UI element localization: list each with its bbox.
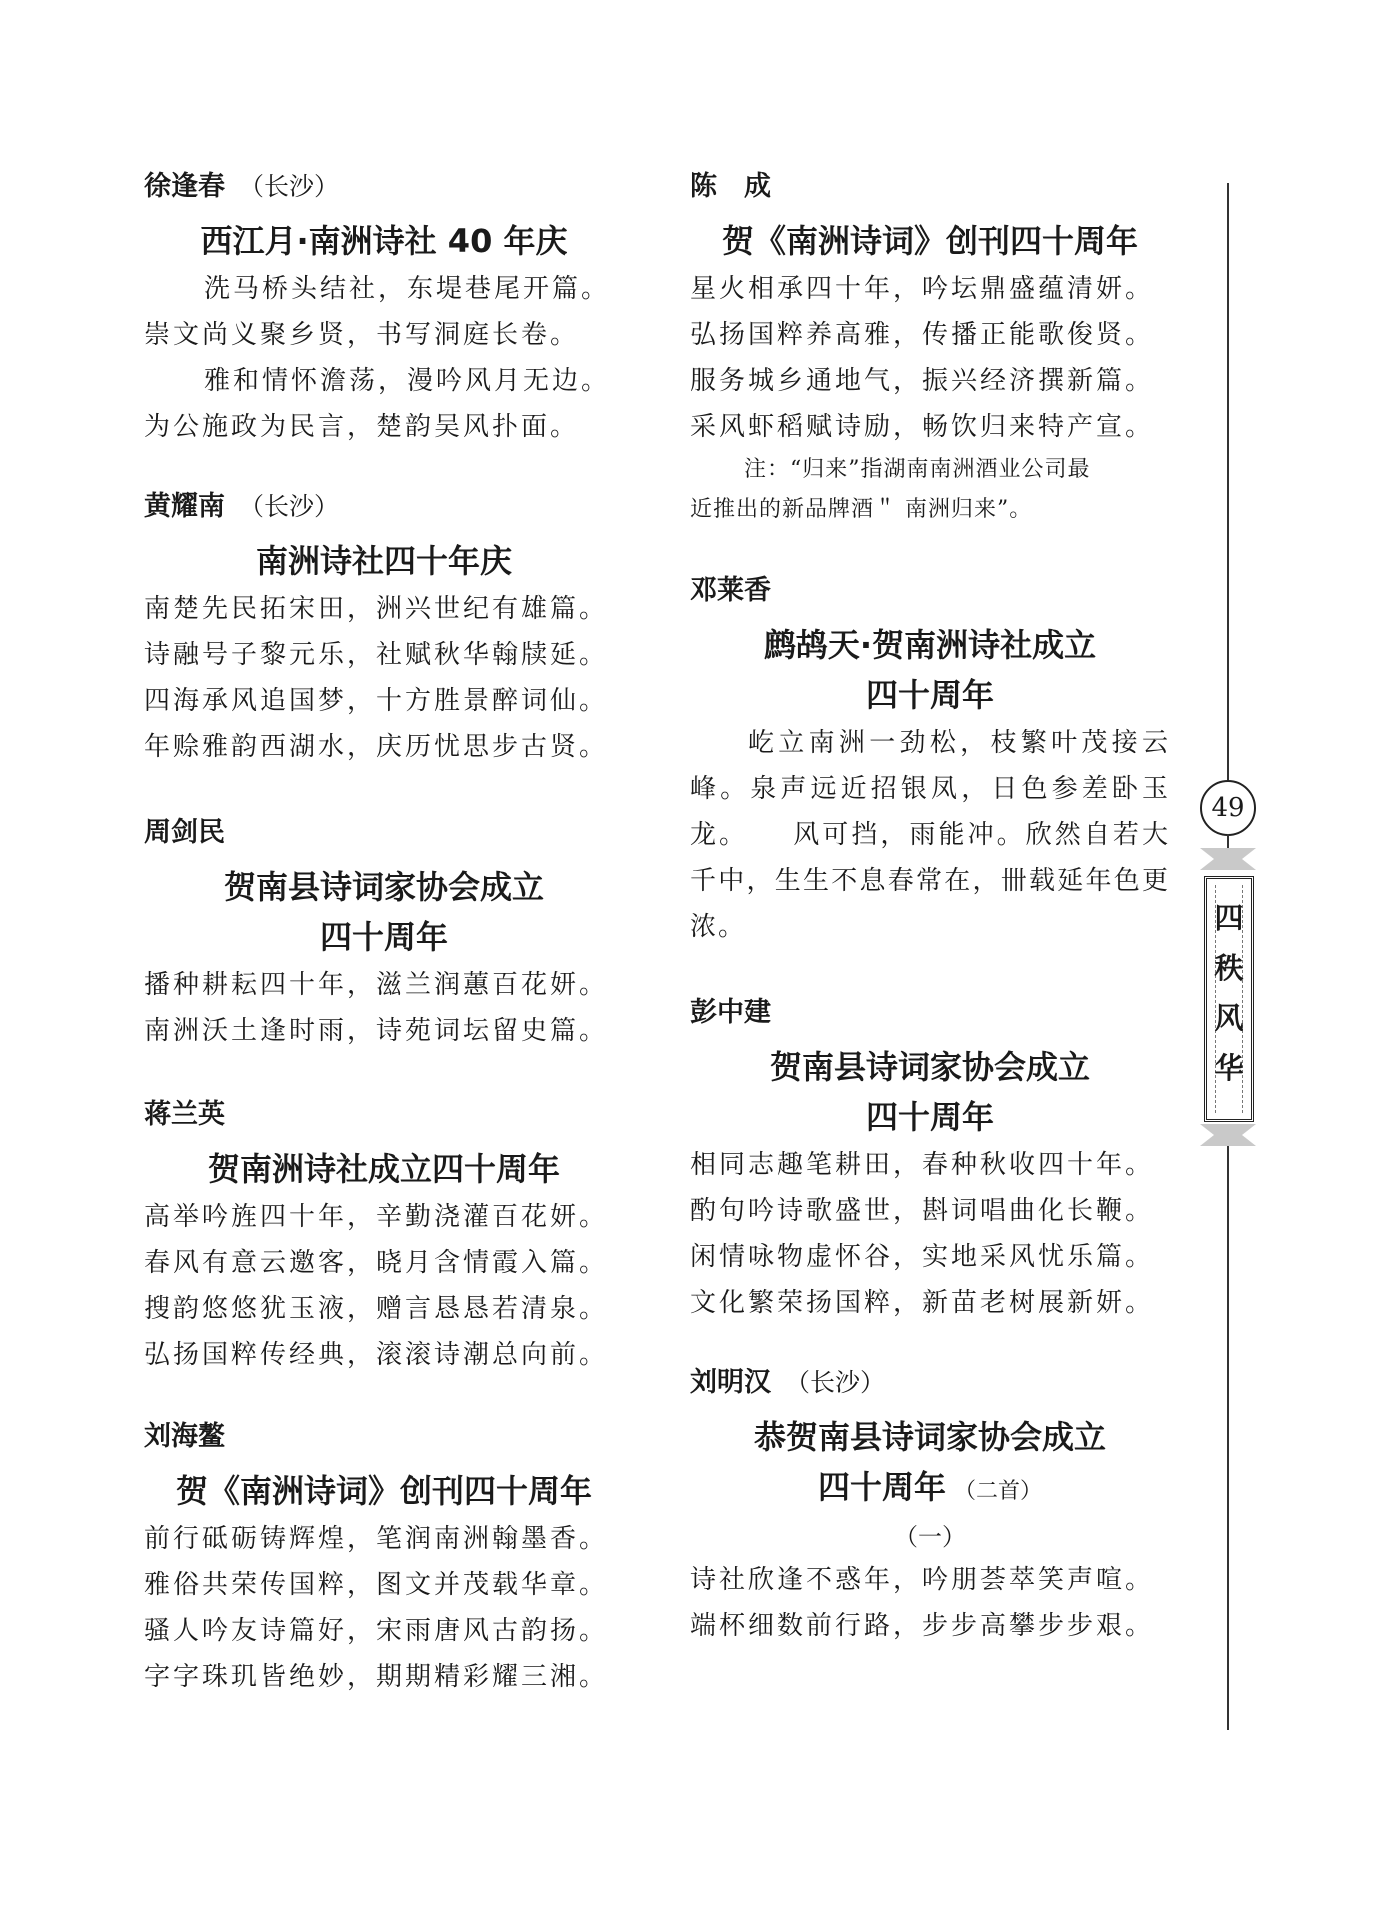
poem-line: 南楚先民拓宋田，洲兴世纪有雄篇。 (144, 594, 609, 624)
poem-title: 鹧鸪天·贺南洲诗社成立 (763, 626, 1097, 664)
poem-block (690, 574, 1170, 950)
poem-title: 恭贺南县诗词家协会成立 (753, 1418, 1106, 1456)
poem-author: 邓莱香 (690, 575, 771, 606)
poem-line: 服务城乡通地气，振兴经济撰新篇。 (690, 366, 1155, 396)
title-suffix: （二首） (954, 1479, 1043, 1504)
right-column (690, 170, 1170, 1687)
badge-frame (1204, 876, 1254, 1122)
poem-paragraph: 屹立南洲一劲松，枝繁叶茂接云峰。泉声远近招银凤，日色参差卧玉龙。 风可挡，雨能冲。欣然自若大千中，生生不息春常在，卌载延年色更浓。 (690, 728, 1170, 942)
poem-line: 雅俗共荣传国粹，图文并茂载华章。 (144, 1570, 609, 1600)
poem-line: 骚人吟友诗篇好，宋雨唐风古韵扬。 (144, 1616, 609, 1646)
poem-line: 高举吟旌四十年，辛勤浇灌百花妍。 (144, 1202, 609, 1232)
poem-line: 字字珠玑皆绝妙，期期精彩耀三湘。 (144, 1662, 609, 1692)
poem-line: 星火相承四十年，吟坛鼎盛蕴清妍。 (690, 274, 1155, 304)
poem-subnumber: （一） (894, 1523, 966, 1551)
poem-title: 南洲诗社四十年庆 (255, 542, 512, 580)
poem-author: 周剑民 (144, 817, 225, 848)
poem-block (144, 490, 624, 770)
poem-author: 蒋兰英 (144, 1099, 225, 1130)
side-rule-top (1227, 183, 1229, 780)
poem-line: 闲情咏物虚怀谷，实地采风忧乐篇。 (690, 1242, 1155, 1272)
poem-title: 贺《南洲诗词》创刊四十周年 (175, 1472, 592, 1510)
poem-line: 四海承风追国梦，十方胜景醉词仙。 (144, 686, 609, 716)
poem-author: 徐逢春 （长沙） (144, 171, 340, 202)
author-location: （长沙） (785, 1368, 886, 1397)
poem-title-line2: 四十周年 (319, 918, 448, 956)
side-rule-mid (1227, 834, 1229, 848)
badge-band-top (1200, 848, 1256, 870)
poem-block (144, 816, 624, 1054)
badge-band-bottom (1200, 1124, 1256, 1146)
poem-author: 彭中建 (690, 997, 771, 1028)
poem-line: 弘扬国粹养高雅，传播正能歌俊贤。 (690, 320, 1155, 350)
poem-line: 崇文尚义聚乡贤，书写洞庭长卷。 (144, 320, 580, 350)
poem-line: 诗社欣逢不惑年，吟朋荟萃笑声喧。 (690, 1565, 1155, 1595)
poem-line: 洗马桥头结社，东堤巷尾开篇。 (204, 274, 611, 304)
poem-block (690, 1366, 1170, 1649)
poem-title: 西江月·南洲诗社 40 年庆 (200, 222, 568, 260)
poem-line: 播种耕耘四十年，滋兰润蕙百花妍。 (144, 970, 609, 1000)
poem-author: 刘明汉 （长沙） (690, 1367, 886, 1398)
poem-block (690, 170, 1170, 530)
poem-title: 贺南县诗词家协会成立 (769, 1048, 1090, 1086)
poem-line: 前行砥砺铸辉煌，笔润南洲翰墨香。 (144, 1524, 609, 1554)
author-location: （长沙） (239, 172, 340, 201)
poem-title: 贺《南洲诗词》创刊四十周年 (721, 222, 1138, 260)
poem-block (690, 996, 1170, 1326)
side-rule-bottom (1227, 1146, 1229, 1730)
poem-line: 相同志趣笔耕田，春种秋收四十年。 (690, 1150, 1155, 1180)
page-number: 49 (1200, 780, 1256, 836)
poem-line: 为公施政为民言，楚韵吴风扑面。 (144, 412, 580, 442)
poem-line: 南洲沃土逢时雨，诗苑词坛留史篇。 (144, 1016, 609, 1046)
poem-line: 酌句吟诗歌盛世，斟词唱曲化长鞭。 (690, 1196, 1155, 1226)
section-badge (1200, 848, 1256, 1146)
poem-line: 弘扬国粹传经典，滚滚诗潮总向前。 (144, 1340, 609, 1370)
section-title: 四 秩 风 华 (1214, 901, 1244, 1085)
poem-title: 贺南洲诗社成立四十周年 (207, 1150, 560, 1188)
arrow-left-icon (1200, 1124, 1214, 1146)
poem-note: 近推出的新品牌酒＂ 南洲归来”。 (690, 497, 1033, 522)
poem-line: 采风虾稻赋诗励，畅饮归来特产宣。 (690, 412, 1155, 442)
poem-line: 诗融号子黎元乐，社赋秋华翰牍延。 (144, 640, 609, 670)
left-column (144, 170, 624, 1738)
poem-title-line2: 四十周年 (865, 1098, 994, 1136)
poem-note: 注：“归来”指湖南南洲酒业公司最 (744, 457, 1091, 482)
poem-line: 文化繁荣扬国粹，新苗老树展新妍。 (690, 1288, 1155, 1318)
poem-title-line2: 四十周年 (865, 676, 994, 714)
arrow-left-icon (1200, 848, 1214, 870)
poem-line: 雅和情怀澹荡，漫吟风月无边。 (204, 366, 611, 396)
arrow-right-icon (1242, 1124, 1256, 1146)
poem-block (144, 1098, 624, 1378)
poem-line: 端杯细数前行路，步步高攀步步艰。 (690, 1611, 1155, 1641)
poem-block (144, 1420, 624, 1700)
poem-author: 刘海鳌 (144, 1421, 225, 1452)
poem-author: 黄耀南 （长沙） (144, 491, 340, 522)
poem-line: 年赊雅韵西湖水，庆历忧思步古贤。 (144, 732, 609, 762)
poem-title: 贺南县诗词家协会成立 (223, 868, 544, 906)
arrow-right-icon (1242, 848, 1256, 870)
poem-author: 陈 成 (690, 171, 771, 202)
poem-title-line2: 四十周年 （二首） (817, 1468, 1043, 1506)
poem-line: 春风有意云邀客，晓月含情霞入篇。 (144, 1248, 609, 1278)
poem-block (144, 170, 624, 450)
author-location: （长沙） (239, 492, 340, 521)
poem-line: 搜韵悠悠犹玉液，赠言恳恳若清泉。 (144, 1294, 609, 1324)
